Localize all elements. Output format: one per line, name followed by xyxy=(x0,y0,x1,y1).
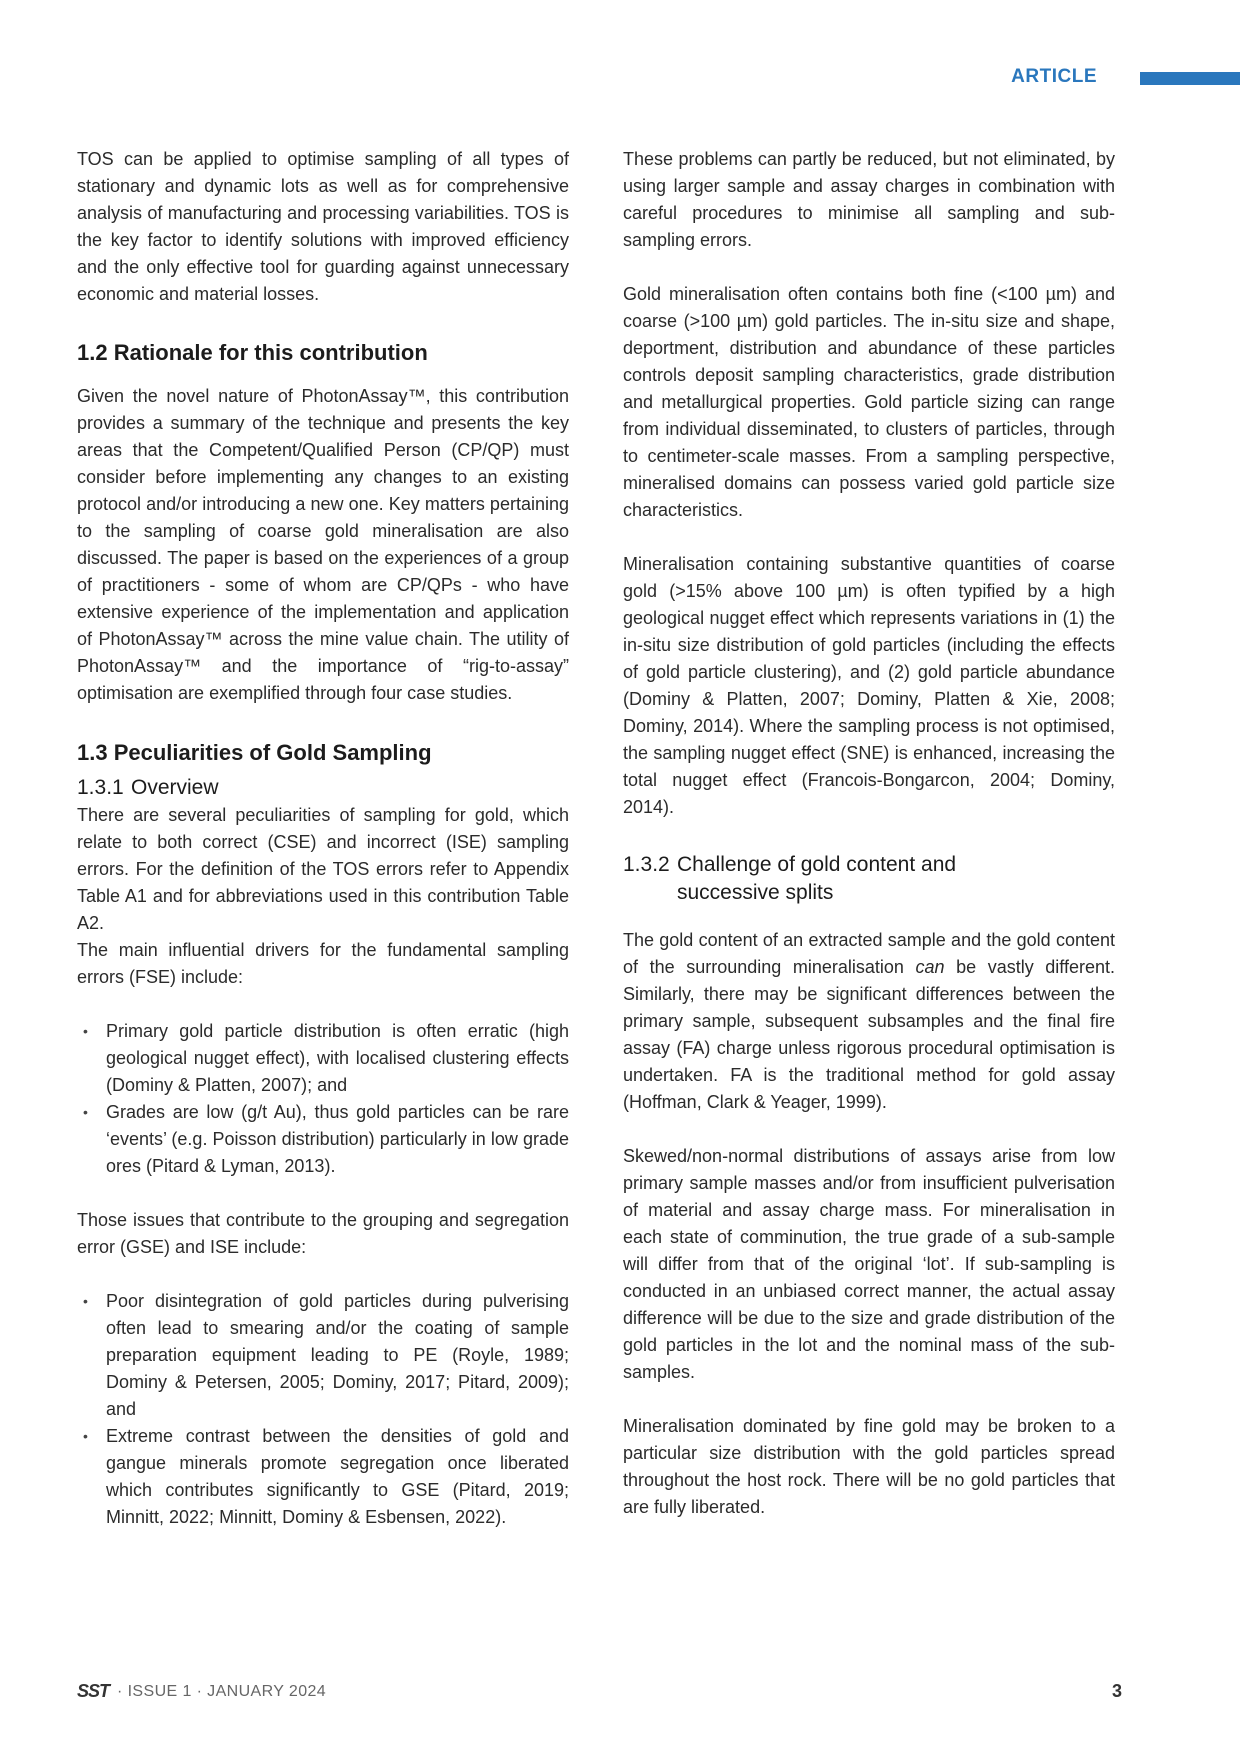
gold-content-text-b: be vastly different. Similarly, there may be significant differences between the primary sample, subsequent subsamples and the final fire assay (FA) charge unless rigorous procedural optimisation is undertaken. FA is the traditional method for gold assay (Hoffman, Clark & Yeager, 1999). xyxy=(623,957,1116,1112)
gold-content-text-a: The gold content of an extracted sample and the gold content of the surrounding mineralisation xyxy=(623,930,1115,977)
fine-gold-paragraph: Mineralisation dominated by fine gold may be broken to a particular size distribution with the gold particles spread throughout the host rock. There will be no gold particles that are fully liberated. xyxy=(623,1416,1115,1517)
problems-paragraph: These problems can partly be reduced, but not eliminated, by using larger sample and assay charges in combination with careful procedures to minimise all sampling and sub-sampling errors. xyxy=(623,149,1115,250)
left-column xyxy=(77,146,569,1531)
emphasis-can: can xyxy=(915,957,945,977)
issue-label: · ISSUE 1 · JANUARY 2024 xyxy=(117,1682,327,1700)
intro-paragraph: TOS can be applied to optimise sampling of all types of stationary and dynamic lots as well as for comprehensive analysis of manufacturing and processing variabilities. TOS is the key factor to identify solutions with improved efficiency and the only effective tool for guarding against unnecessary economic and material losses. xyxy=(77,149,569,304)
heading-1-3-2-number: 1.3.2 xyxy=(623,853,670,876)
particle-size-paragraph: Gold mineralisation often contains both fine (<100 µm) and coarse (>100 µm) gold particles. The in-situ size and shape, deportment, distribution and abundance of these particles controls deposit sampling characteristics, grade distribution and metallurgical properties. Gold particle sizing can range from individual disseminated, to clusters of particles, through to centimeter-scale masses. From a sampling perspective, mineralised domains can possess varied gold particle size characteristics. xyxy=(623,284,1115,520)
list-item: • Poor disintegration of gold particles during pulverising often lead to smearing and/or the coating of sample preparation equipment leading to PE (Royle, 1989; Dominy & Petersen, 2005; Dominy, 2017; Pitard, 2009); and xyxy=(77,1288,569,1423)
list-item: • Primary gold particle distribution is often erratic (high geological nugget effect), with localised clustering effects (Dominy & Platten, 2007); and xyxy=(77,1018,569,1099)
heading-1-3: 1.3 Peculiarities of Gold Sampling xyxy=(77,740,432,765)
heading-1-3-1-title: Overview xyxy=(131,776,219,799)
gse-issues-paragraph: Those issues that contribute to the grouping and segregation error (GSE) and ISE include: xyxy=(77,1210,569,1257)
rationale-paragraph: Given the novel nature of PhotonAssay™, this contribution provides a summary of the technique and presents the key areas that the Competent/Qualified Person (CP/QP) must consider before implementing any changes to an existing protocol and/or introducing a new one. Key matters pertaining to the sampling of coarse gold mineralisation are also discussed. The paper is based on the experiences of a group of practitioners - some of whom are CP/QPs - who have extensive experience of the implementation and application of PhotonAssay™ across the mine value chain. The utility of PhotonAssay™ and the importance of “rig-to-assay” optimisation are exemplified through four case studies. xyxy=(77,386,569,703)
gold-content-paragraph xyxy=(623,927,1115,1116)
heading-1-3-2 xyxy=(623,851,1115,907)
gse-issues-list xyxy=(77,1288,569,1531)
header-accent-bar xyxy=(1140,72,1240,85)
overview-paragraph: There are several peculiarities of sampling for gold, which relate to both correct (CSE) and incorrect (ISE) sampling errors. For the definition of the TOS errors refer to Appendix Table A1 and for abbreviations used in this contribution Table A2. xyxy=(77,805,569,933)
fse-drivers-list xyxy=(77,1018,569,1180)
heading-1-2: 1.2 Rationale for this contribution xyxy=(77,340,428,365)
fse-drivers-paragraph: The main influential drivers for the fundamental sampling errors (FSE) include: xyxy=(77,940,569,987)
list-item: • Extreme contrast between the densities of gold and gangue minerals promote segregation once liberated which contributes significantly to GSE (Pitard, 2019; Minnitt, 2022; Minnitt, Dominy & Esbensen, 2022). xyxy=(77,1423,569,1531)
journal-logo: SST xyxy=(77,1681,110,1701)
skewed-distributions-paragraph: Skewed/non-normal distributions of assays arise from low primary sample masses and/or from insufficient pulverisation of material and assay charge mass. For mineralisation in each state of comminution, the true grade of a sub-sample will differ from that of the original ‘lot’. If sub-sampling is conducted in an unbiased correct manner, the actual assay difference will be due to the size and grade distribution of the gold particles in the lot and the nominal mass of the sub-samples. xyxy=(623,1146,1115,1382)
coarse-gold-paragraph: Mineralisation containing substantive quantities of coarse gold (>15% above 100 µm) is often typified by a high geological nugget effect which represents variations in (1) the in-situ size distribution of gold particles (including the effects of gold particle clustering), and (2) gold particle abundance (Dominy & Platten, 2007; Dominy, Platten & Xie, 2008; Dominy, 2014). Where the sampling process is not optimised, the sampling nugget effect (SNE) is enhanced, increasing the total nugget effect (Francois-Bongarcon, 2004; Dominy, 2014). xyxy=(623,554,1115,817)
list-item: • Grades are low (g/t Au), thus gold particles can be rare ‘events’ (e.g. Poisson distribution) particularly in low grade ores (Pitard & Lyman, 2013). xyxy=(77,1099,569,1180)
heading-1-3-2-title: Challenge of gold content and successive splits xyxy=(677,853,957,904)
heading-1-3-1 xyxy=(77,774,569,802)
section-label: ARTICLE xyxy=(1011,66,1097,87)
heading-1-3-1-number: 1.3.1 xyxy=(77,776,124,799)
footer-issue xyxy=(77,1681,326,1702)
page-number: 3 xyxy=(1112,1681,1123,1701)
right-column xyxy=(623,146,1115,1521)
